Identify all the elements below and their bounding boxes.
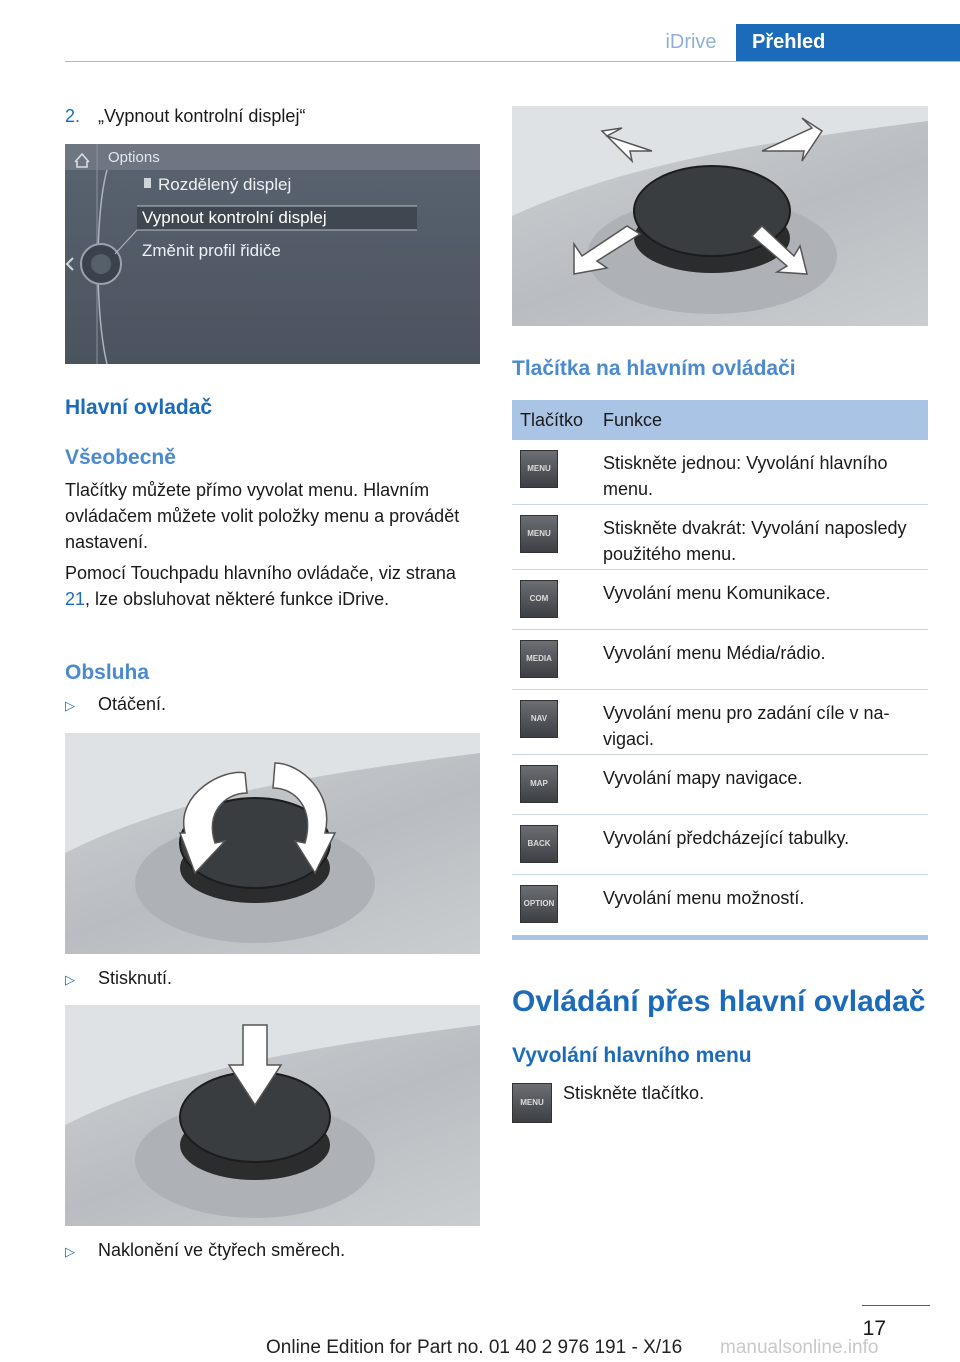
tilt-controller-image xyxy=(512,106,928,326)
heading-main-controller: Hlavní ovladač xyxy=(65,396,213,419)
paragraph-touchpad xyxy=(65,560,480,612)
table-cell-function: Stiskněte jednou: Vyvolání hlavního menu. xyxy=(603,453,888,499)
table-row xyxy=(512,875,928,935)
header-rule xyxy=(65,61,960,62)
bullet-press xyxy=(65,968,172,989)
table-row xyxy=(512,690,928,755)
table-row xyxy=(512,815,928,875)
bullet-text: Otáčení. xyxy=(98,694,167,714)
page-link[interactable]: 21 xyxy=(65,589,86,609)
heading-controller-buttons: Tlačítka na hlavním ovládači xyxy=(512,357,796,380)
map-key-icon: MAP xyxy=(520,765,558,803)
menu-key-icon: MENU xyxy=(512,1083,552,1123)
watermark-text: manualsonline.info xyxy=(720,1337,879,1358)
footer-rule xyxy=(862,1305,930,1306)
press-controller-image xyxy=(65,1005,480,1226)
heading-general: Všeobecně xyxy=(65,446,176,469)
edition-text: Online Edition for Part no. 01 40 2 976 191 - X/16 xyxy=(266,1337,683,1358)
tab-idrive[interactable]: iDrive xyxy=(665,31,717,53)
option-key-icon: OPTION xyxy=(520,885,558,923)
bullet-text: Naklonění ve čtyřech směrech. xyxy=(98,1240,346,1260)
touchpad-text-a: Pomocí Touchpadu hlavního ovládače, viz strana xyxy=(65,563,456,583)
split-display-icon xyxy=(144,178,151,188)
item-number: 2. xyxy=(65,106,81,126)
table-cell-function: Vyvolání mapy navigace. xyxy=(603,768,803,788)
bullet-tilt xyxy=(65,1240,345,1261)
media-key-icon: MEDIA xyxy=(520,640,558,678)
controller-icon xyxy=(81,244,121,284)
press-button-text: Stiskněte tlačítko. xyxy=(563,1083,705,1103)
table-cell-function: Vyvolání menu Komunikace. xyxy=(603,583,831,603)
screen-menu-item-1: Rozdělený displej xyxy=(158,175,292,194)
page-footer xyxy=(0,1305,960,1362)
menu-key-icon: MENU xyxy=(520,515,558,553)
table-header xyxy=(512,400,928,440)
table-cell-function: Vyvolání předcházející tabulky. xyxy=(603,828,850,848)
table-cell-function: Vyvolání menu Média/rádio. xyxy=(603,643,826,663)
page-number: 17 xyxy=(862,1317,886,1340)
table-row xyxy=(512,755,928,815)
triangle-bullet-icon: ▷ xyxy=(65,1244,75,1259)
heading-operation: Obsluha xyxy=(65,661,150,684)
com-key-icon: COM xyxy=(520,580,558,618)
table-bottom-bar xyxy=(512,935,928,940)
table-row xyxy=(512,505,928,570)
screen-title: Options xyxy=(108,149,160,166)
page-header xyxy=(0,24,960,62)
tab-overview[interactable]: Přehled xyxy=(736,24,960,61)
bullet-text: Stisknutí. xyxy=(98,968,173,988)
table-row xyxy=(512,630,928,690)
triangle-bullet-icon: ▷ xyxy=(65,698,75,713)
screen-menu-item-3: Změnit profil řidiče xyxy=(142,241,281,260)
rotate-controller-image xyxy=(65,733,480,954)
table-row xyxy=(512,570,928,630)
tilt-graphic xyxy=(512,106,928,326)
back-key-icon: BACK xyxy=(520,825,558,863)
item-text: „Vypnout kontrolní displej“ xyxy=(98,106,306,126)
table-cell-function: Stiskněte dvakrát: Vyvolání naposledy použitého menu. xyxy=(603,518,907,564)
bullet-rotate xyxy=(65,694,166,715)
table-cell-function: Vyvolání menu možností. xyxy=(603,888,805,908)
numbered-item-2 xyxy=(65,106,305,127)
table-header-function: Funkce xyxy=(603,410,663,430)
nav-key-icon: NAV xyxy=(520,700,558,738)
table-cell-function: Vyvolání menu pro zadání cíle v navigaci. xyxy=(603,703,890,749)
touchpad-text-b: , lze obsluhovat některé funkce iDrive. xyxy=(85,589,390,609)
triangle-bullet-icon: ▷ xyxy=(65,972,75,987)
paragraph-intro: Tlačítky můžete přímo vyvolat menu. Hlavním ovládačem můžete volit položky menu a provádět nastavení. xyxy=(65,480,460,552)
chevron-left-icon xyxy=(67,258,73,270)
buttons-table xyxy=(512,400,928,940)
options-screen-image xyxy=(65,144,480,364)
screen-menu-item-2: Vypnout kontrolní displej xyxy=(142,208,327,227)
heading-control-via-controller: Ovládání přes hlavní ovladač xyxy=(512,985,926,1018)
rotate-graphic xyxy=(65,733,480,954)
table-row xyxy=(512,440,928,505)
menu-key-icon: MENU xyxy=(520,450,558,488)
press-graphic xyxy=(65,1005,480,1226)
heading-call-main-menu: Vyvolání hlavního menu xyxy=(512,1044,752,1067)
table-header-button: Tlačítko xyxy=(520,410,584,430)
